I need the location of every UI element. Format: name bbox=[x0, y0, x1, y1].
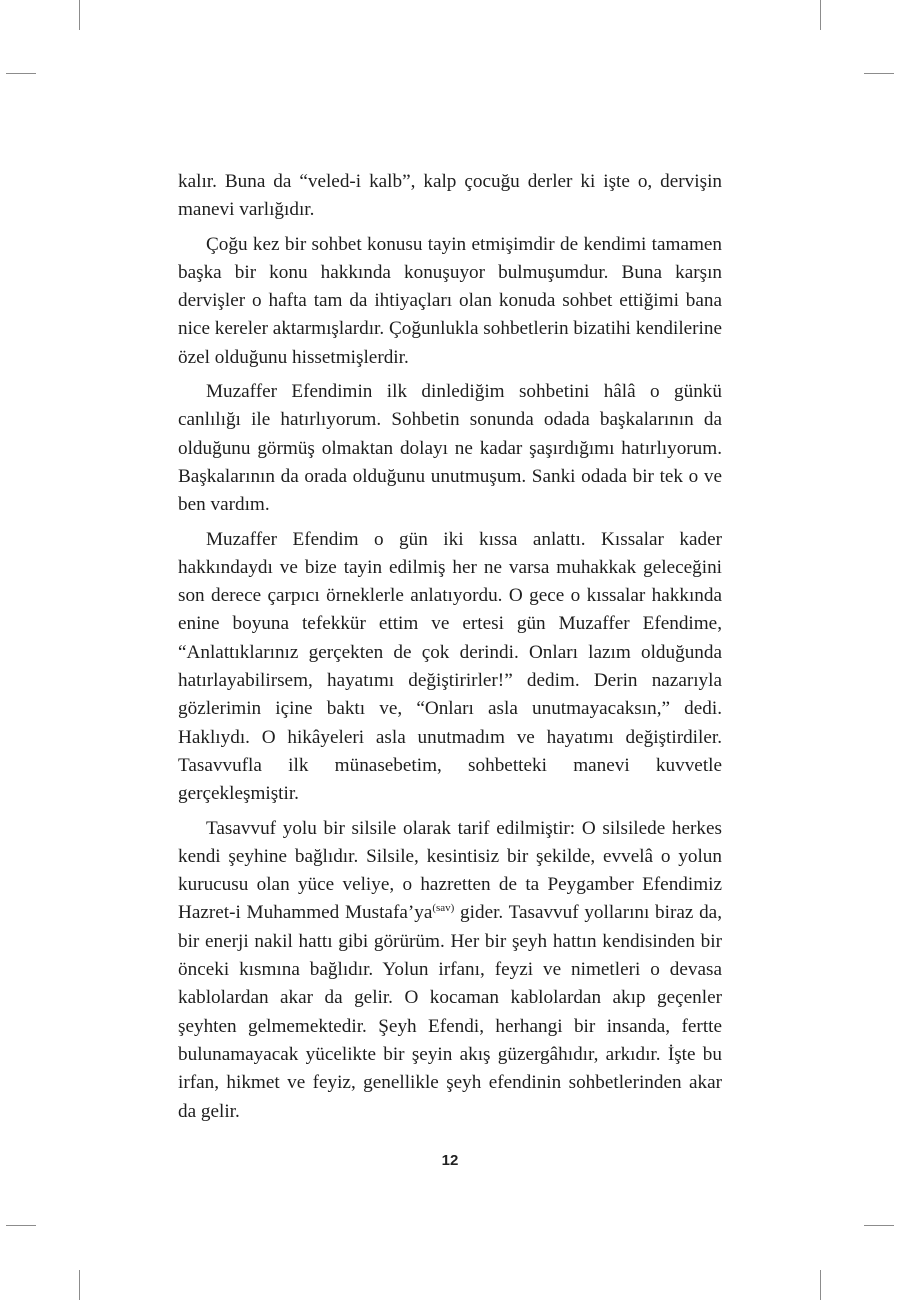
paragraph-3: Muzaffer Efendimin ilk dinlediğim sohbetini hâlâ o günkü canlılığı ile hatırlıyorum. Sohbetin sonunda odada başkalarının da olduğunu görmüş olmaktan dolayı ne kadar şaşırdığımı hatırlıyorum. Başkalarının da orada olduğunu unutmuşum. Sanki odada bir tek o ve ben vardım. bbox=[178, 381, 722, 516]
superscript-sav: (sav) bbox=[432, 902, 455, 915]
paragraph-2: Çoğu kez bir sohbet konusu tayin etmişimdir de kendimi tamamen başka bir konu hakkında konuşuyor bulmuşumdur. Buna karşın dervişler o hafta tam da ihtiyaçları olan konuda sohbet ettiğimi bana nice kereler aktarmışlardır. Çoğunlukla sohbetlerin bizatihi kendilerine özel olduğunu hissetmişlerdir. bbox=[178, 233, 722, 368]
paragraph-1: kalır. Buna da “veled-i kalb”, kalp çocuğu derler ki işte o, dervişin manevi varlığıdır. bbox=[178, 171, 722, 221]
crop-mark-bottom-left-vertical bbox=[79, 1270, 80, 1300]
crop-mark-top-right-horizontal bbox=[864, 73, 894, 74]
paragraph-5-text-after: gider. Tasavvuf yollarını biraz da, bir enerji nakil hattı gibi görürüm. Her bir şeyh hattın kendisinden bir önceki kısmına bağlıdır. Yolun irfanı, feyzi ve nimetleri o devasa kablolardan akar da gelir. O kocaman kablolardan akıp geçenler şeyhten gelmemektedir. Şeyh Efendi, herhangi bir insanda, fertte bulunamayacak yücelikte bir şeyin akış güzergâhıdır, arkıdır. İşte bu irfan, hikmet ve feyiz, genellikle şeyh efendinin sohbetlerinden akar da gelir. bbox=[178, 902, 722, 1122]
crop-mark-bottom-left-horizontal bbox=[6, 1225, 36, 1226]
paragraph-5 bbox=[178, 815, 722, 1126]
paragraph-4: Muzaffer Efendim o gün iki kıssa anlattı. Kıssalar kader hakkındaydı ve bize tayin edilmiş her ne varsa muhakkak geleceğini son derece çarpıcı örneklerle anlatıyordu. O gece o kıssalar hakkında enine boyuna tefekkür ettim ve ertesi gün Muzaffer Efendime, “Anlattıklarınız gerçekten de çok derindi. Onları lazım olduğunda hatırlayabilirsem, hayatımı değiştirirler!” dedim. Derin nazarıyla gözlerimin içine baktı ve, “Onları asla unutmayacaksın,” dedi. Haklıydı. O hikâyeleri asla unutmadım ve hayatımı değiştirdiler. Tasavvufla ilk münasebetim, sohbetteki manevi kuvvetle gerçekleşmiştir. bbox=[178, 528, 722, 805]
crop-mark-bottom-right-horizontal bbox=[864, 1225, 894, 1226]
paragraph-5-text-before: Tasavvuf yolu bir silsile olarak tarif edilmiştir: O silsilede herkes kendi şeyhine bağlıdır. Silsile, kesintisiz bir şekilde, evvelâ o yolun kurucusu olan yüce veliye, o hazretten de ta Peygamber Efendimiz Hazret-i Muhammed Mustafa’ya bbox=[178, 817, 722, 924]
crop-mark-bottom-right-vertical bbox=[820, 1270, 821, 1300]
body-text bbox=[178, 168, 722, 1132]
crop-mark-top-left-vertical bbox=[79, 0, 80, 30]
crop-mark-top-right-vertical bbox=[820, 0, 821, 30]
page-number: 12 bbox=[441, 1152, 459, 1169]
crop-mark-top-left-horizontal bbox=[6, 73, 36, 74]
